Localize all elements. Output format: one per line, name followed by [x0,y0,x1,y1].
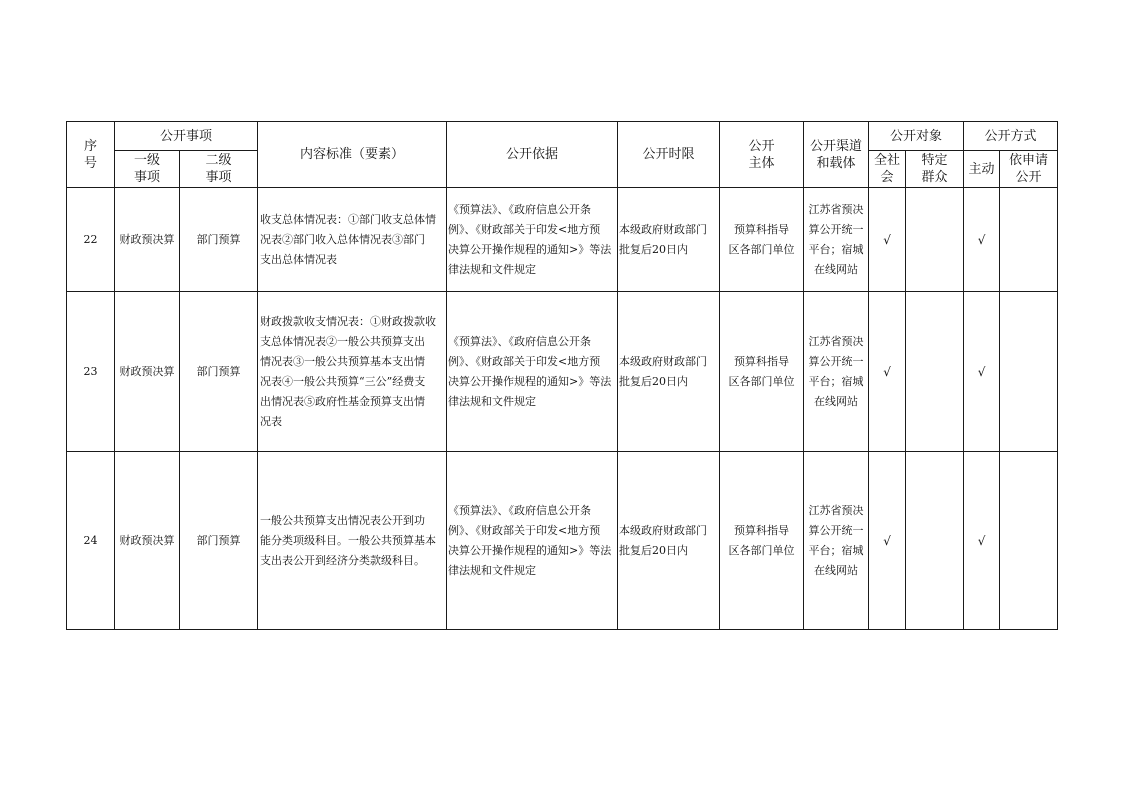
cell-line: 江苏省预决 [808,202,864,216]
cell-channel [804,188,869,292]
cell-level1: 财政预决算 [115,452,180,630]
cell-line: 本级政府财政部门 [619,354,708,368]
cell-line: 在线网站 [814,394,859,408]
cell-level2: 部门预算 [180,292,258,452]
cell-line: 《预算法》、《政府信息公开条 [448,503,592,517]
cell-time-limit [618,452,720,630]
cell-line: 《预算法》、《政府信息公开条 [448,334,592,348]
cell-line: 批复后20日内 [619,242,689,256]
cell-method-request [1000,188,1058,292]
cell-line: 律法规和文件规定 [448,563,537,577]
cell-line: 支出总体情况表 [260,252,338,266]
cell-line: 本级政府财政部门 [619,222,708,236]
cell-line: 算公开统一 [808,354,864,368]
cell-seq: 23 [67,292,115,452]
header-audience-specific: 特定群众 [906,151,964,188]
cell-audience-all: √ [869,292,906,452]
cell-channel [804,292,869,452]
cell-level1: 财政预决算 [115,292,180,452]
cell-line: 情况表③一般公共预算基本支出情 [260,354,426,368]
cell-audience-specific [906,188,964,292]
cell-line: 况表④一般公共预算“三公”经费支 [260,374,426,388]
cell-content [258,292,447,452]
cell-line: 批复后20日内 [619,374,689,388]
cell-seq: 24 [67,452,115,630]
cell-line: 况表②部门收入总体情况表③部门 [260,232,426,246]
cell-channel [804,452,869,630]
cell-line: 本级政府财政部门 [619,523,708,537]
cell-line: 算公开统一 [808,523,864,537]
cell-audience-all: √ [869,188,906,292]
cell-line: 平台；宿城 [808,242,864,256]
cell-line: 律法规和文件规定 [448,262,537,276]
cell-line: 财政拨款收支情况表：①财政拨款收 [260,314,437,328]
cell-seq: 22 [67,188,115,292]
cell-audience-specific [906,292,964,452]
cell-line: 收支总体情况表：①部门收支总体情 [260,212,437,226]
cell-line: 决算公开操作规程的通知>》等法 [448,242,612,256]
cell-level2: 部门预算 [180,452,258,630]
cell-line: 例》、《财政部关于印发<地方预 [448,523,601,537]
cell-subject [720,452,804,630]
header-method-request: 依申请公开 [1000,151,1058,188]
header-time-limit: 公开时限 [618,122,720,188]
header-basis: 公开依据 [447,122,618,188]
cell-method-active: √ [964,292,1000,452]
header-method-group: 公开方式 [964,122,1058,151]
cell-line: 区各部门单位 [728,543,795,557]
cell-time-limit [618,292,720,452]
cell-line: 算公开统一 [808,222,864,236]
cell-time-limit [618,188,720,292]
cell-line: 平台；宿城 [808,543,864,557]
cell-method-active: √ [964,452,1000,630]
cell-line: 在线网站 [814,563,859,577]
cell-basis [447,188,618,292]
cell-line: 江苏省预决 [808,503,864,517]
cell-method-active: √ [964,188,1000,292]
header-content-standard: 内容标准（要素） [258,122,447,188]
cell-line: 预算科指导 [734,354,790,368]
cell-line: 批复后20日内 [619,543,689,557]
cell-line: 在线网站 [814,262,859,276]
cell-method-request [1000,452,1058,630]
cell-line: 律法规和文件规定 [448,394,537,408]
header-audience-all: 全社会 [869,151,906,188]
cell-line: 预算科指导 [734,523,790,537]
cell-line: 预算科指导 [734,222,790,236]
disclosure-table [66,121,1058,630]
cell-line: 《预算法》、《政府信息公开条 [448,202,592,216]
cell-level1: 财政预决算 [115,188,180,292]
header-level2: 二级事项 [180,151,258,188]
header-items-group: 公开事项 [115,122,258,151]
cell-line: 能分类项级科目。一般公共预算基本 [260,533,437,547]
table-body [67,188,1058,630]
table-row [67,188,1058,292]
cell-line: 例》、《财政部关于印发<地方预 [448,354,601,368]
cell-line: 决算公开操作规程的通知>》等法 [448,543,612,557]
cell-basis [447,452,618,630]
cell-subject [720,188,804,292]
table-row [67,292,1058,452]
cell-audience-all: √ [869,452,906,630]
cell-line: 例》、《财政部关于印发<地方预 [448,222,601,236]
header-level1: 一级事项 [115,151,180,188]
cell-line: 决算公开操作规程的通知>》等法 [448,374,612,388]
cell-audience-specific [906,452,964,630]
cell-line: 出情况表⑤政府性基金预算支出情 [260,394,426,408]
table-row [67,452,1058,630]
cell-subject [720,292,804,452]
cell-line: 区各部门单位 [728,374,795,388]
cell-line: 一般公共预算支出情况表公开到功 [260,513,426,527]
header-method-active: 主动 [964,151,1000,188]
cell-line: 平台；宿城 [808,374,864,388]
header-channel: 公开渠道和载体 [804,122,869,188]
header-seq: 序号 [67,122,115,188]
cell-line: 江苏省预决 [808,334,864,348]
cell-basis [447,292,618,452]
cell-content [258,188,447,292]
header-audience-group: 公开对象 [869,122,964,151]
cell-line: 支出表公开到经济分类款级科目。 [260,553,426,567]
cell-level2: 部门预算 [180,188,258,292]
cell-method-request [1000,292,1058,452]
cell-line: 况表 [260,414,283,428]
cell-line: 区各部门单位 [728,242,795,256]
cell-line: 支总体情况表②一般公共预算支出 [260,334,426,348]
cell-content [258,452,447,630]
header-subject: 公开主体 [720,122,804,188]
